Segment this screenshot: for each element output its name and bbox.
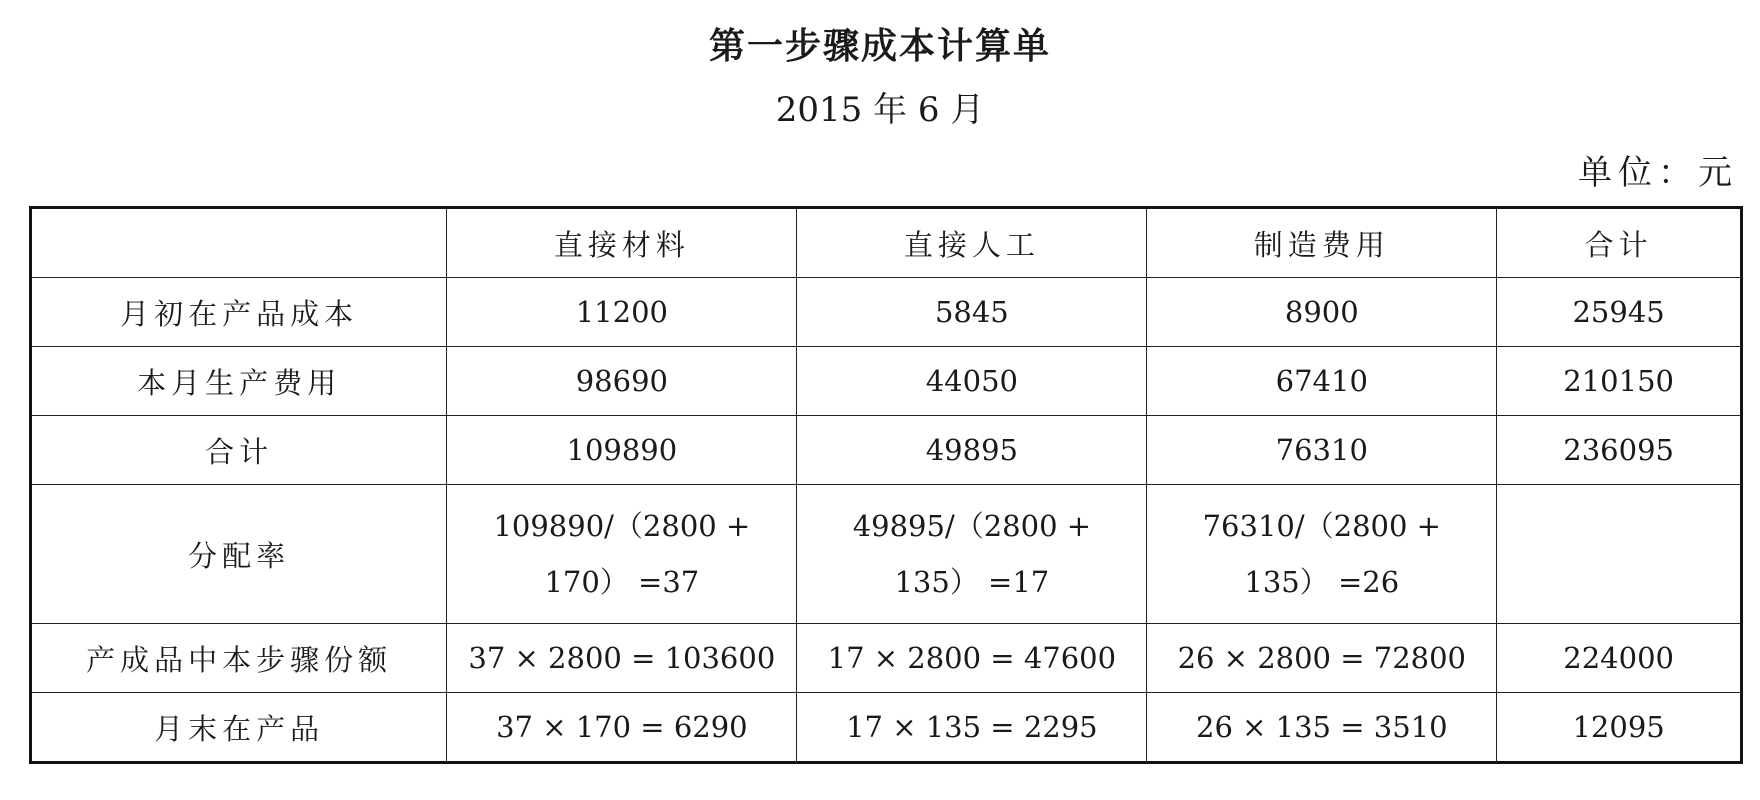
row-label-closing-wip: 月末在产品 (31, 693, 447, 763)
rate-line: 135） =26 (1244, 565, 1400, 599)
table-cell: 236095 (1497, 416, 1742, 485)
rate-line: 170） =37 (544, 565, 700, 599)
row-label-opening-wip: 月初在产品成本 (31, 278, 447, 347)
unit-label: 单位：元 (1578, 153, 1738, 193)
table-cell: 67410 (1147, 347, 1497, 416)
table-cell: 12095 (1497, 693, 1742, 763)
table-row (31, 485, 1742, 624)
table-cell: 37 × 170 = 6290 (447, 693, 797, 763)
table-cell: 26 × 2800 = 72800 (1147, 624, 1497, 693)
table-cell: 224000 (1497, 624, 1742, 693)
table-row (31, 693, 1742, 763)
table-row (31, 278, 1742, 347)
table-cell: 26 × 135 = 3510 (1147, 693, 1497, 763)
rate-line: 109890/（2800 + (493, 509, 751, 543)
table-cell: 210150 (1497, 347, 1742, 416)
header-manufacturing-overhead: 制造费用 (1147, 208, 1497, 278)
table-cell (797, 485, 1147, 624)
table-cell: 17 × 2800 = 47600 (797, 624, 1147, 693)
table-cell: 49895 (797, 416, 1147, 485)
row-label-allocation-rate: 分配率 (31, 485, 447, 624)
table-row (31, 347, 1742, 416)
table-cell (1147, 485, 1497, 624)
header-total: 合计 (1497, 208, 1742, 278)
table-cell: 37 × 2800 = 103600 (447, 624, 797, 693)
cost-calculation-table (29, 206, 1743, 764)
table-cell: 11200 (447, 278, 797, 347)
table-cell: 98690 (447, 347, 797, 416)
table-cell: 8900 (1147, 278, 1497, 347)
table-row (31, 624, 1742, 693)
header-direct-labor: 直接人工 (797, 208, 1147, 278)
table-cell (1497, 485, 1742, 624)
row-label-finished-goods-share: 产成品中本步骤份额 (31, 624, 447, 693)
table-cell: 44050 (797, 347, 1147, 416)
table-cell (447, 485, 797, 624)
header-direct-materials: 直接材料 (447, 208, 797, 278)
table-cell: 5845 (797, 278, 1147, 347)
document-title: 第一步骤成本计算单 (708, 26, 1051, 67)
row-label-subtotal: 合计 (31, 416, 447, 485)
rate-line: 135） =17 (894, 565, 1050, 599)
table-header-row (31, 208, 1742, 278)
table-row (31, 416, 1742, 485)
table-cell: 25945 (1497, 278, 1742, 347)
row-label-current-costs: 本月生产费用 (31, 347, 447, 416)
rate-line: 49895/（2800 + (852, 509, 1092, 543)
table-cell: 109890 (447, 416, 797, 485)
table-cell: 17 × 135 = 2295 (797, 693, 1147, 763)
header-cell-blank (31, 208, 447, 278)
table-cell: 76310 (1147, 416, 1497, 485)
rate-line: 76310/（2800 + (1202, 509, 1441, 543)
document-date: 2015 年 6 月 (775, 90, 985, 130)
